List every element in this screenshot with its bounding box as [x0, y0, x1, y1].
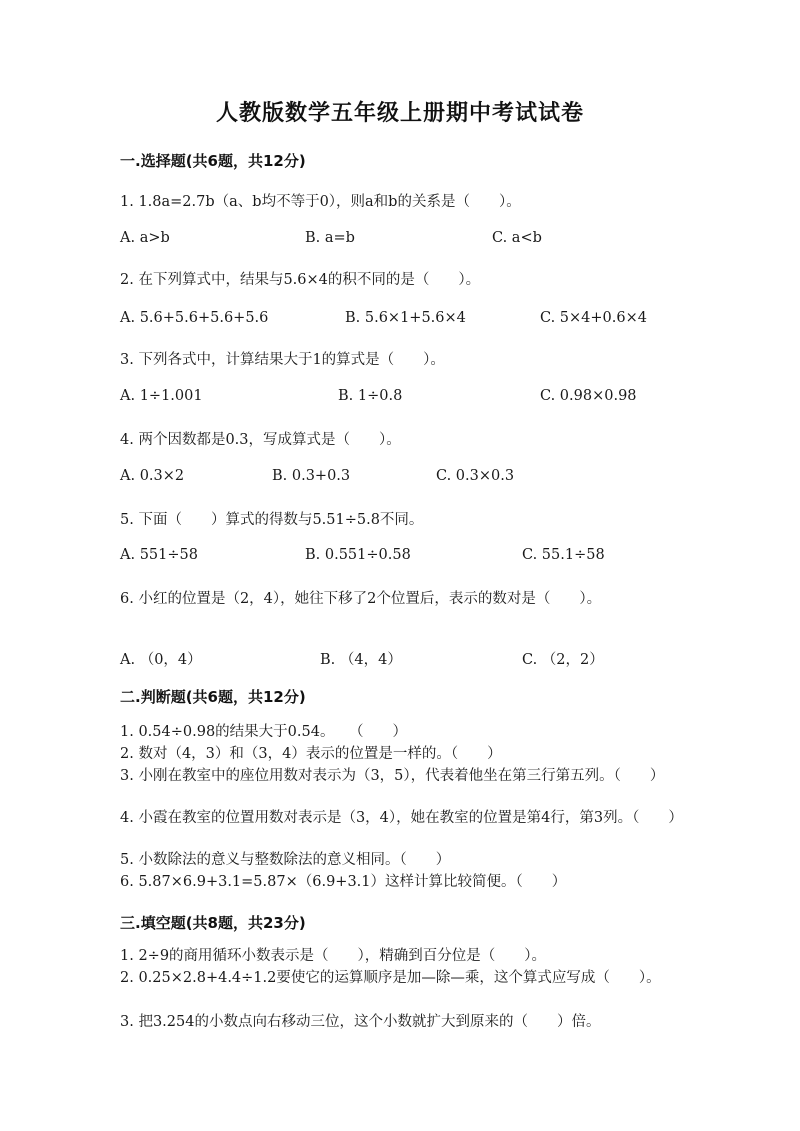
option-a: A. 0.3×2 [120, 468, 185, 484]
option-a: A. （0，4） [120, 652, 202, 668]
fill-item: 3. 把3.254的小数点向右移动三位，这个小数就扩大到原来的（ ）倍。 [120, 1014, 601, 1030]
fill-item: 1. 2÷9的商用循环小数表示是（ ），精确到百分位是（ ）。 [120, 948, 547, 964]
question-stem: 4. 两个因数都是0.3，写成算式是（ ）。 [120, 432, 401, 448]
option-b: B. （4，4） [320, 652, 402, 668]
judge-item: 6. 5.87×6.9+3.1=5.87×（6.9+3.1）这样计算比较简便。（ ） [120, 874, 567, 890]
question-stem: 2. 在下列算式中，结果与5.6×4的积不同的是（ ）。 [120, 272, 481, 288]
question-stem: 6. 小红的位置是（2，4），她往下移了2个位置后，表示的数对是（ ）。 [120, 591, 602, 607]
option-b: B. 1÷0.8 [338, 388, 403, 404]
question-stem: 1. 1.8a=2.7b（a、b均不等于0），则a和b的关系是（ ）。 [120, 194, 521, 210]
fill-item: 2. 0.25×2.8+4.4÷1.2要使它的运算顺序是加—除—乘，这个算式应写成（ ）。 [120, 970, 661, 986]
option-c: C. 0.98×0.98 [540, 388, 637, 404]
question-stem: 3. 下列各式中，计算结果大于1的算式是（ ）。 [120, 352, 445, 368]
option-a: A. 1÷1.001 [120, 388, 203, 404]
judge-item: 1. 0.54÷0.98的结果大于0.54。 （ ） [120, 724, 407, 740]
judge-item: 2. 数对（4，3）和（3，4）表示的位置是一样的。（ ） [120, 746, 502, 762]
section-heading-fill: 三.填空题(共8题，共23分) [120, 914, 306, 932]
option-b: B. a=b [305, 230, 355, 246]
judge-item: 3. 小刚在教室中的座位用数对表示为（3，5），代表着他坐在第三行第五列。（ ） [120, 768, 665, 784]
judge-item: 5. 小数除法的意义与整数除法的意义相同。（ ） [120, 852, 451, 868]
option-b: B. 5.6×1+5.6×4 [345, 310, 466, 326]
option-c: C. （2，2） [522, 652, 604, 668]
option-a: A. 551÷58 [120, 547, 198, 563]
option-a: A. 5.6+5.6+5.6+5.6 [120, 310, 269, 326]
judge-item: 4. 小霞在教室的位置用数对表示是（3，4），她在教室的位置是第4行，第3列。（ ） [120, 810, 683, 826]
option-c: C. 5×4+0.6×4 [540, 310, 647, 326]
option-a: A. a>b [120, 230, 170, 246]
section-heading-judge: 二.判断题(共6题，共12分) [120, 688, 306, 706]
question-stem: 5. 下面（ ）算式的得数与5.51÷5.8不同。 [120, 512, 424, 528]
option-c: C. 0.3×0.3 [436, 468, 515, 484]
option-b: B. 0.551÷0.58 [305, 547, 411, 563]
option-c: C. 55.1÷58 [522, 547, 605, 563]
page-title: 人教版数学五年级上册期中考试试卷 [215, 101, 584, 126]
section-heading-choice: 一.选择题(共6题，共12分) [120, 152, 306, 170]
option-c: C. a<b [492, 230, 542, 246]
option-b: B. 0.3+0.3 [272, 468, 351, 484]
